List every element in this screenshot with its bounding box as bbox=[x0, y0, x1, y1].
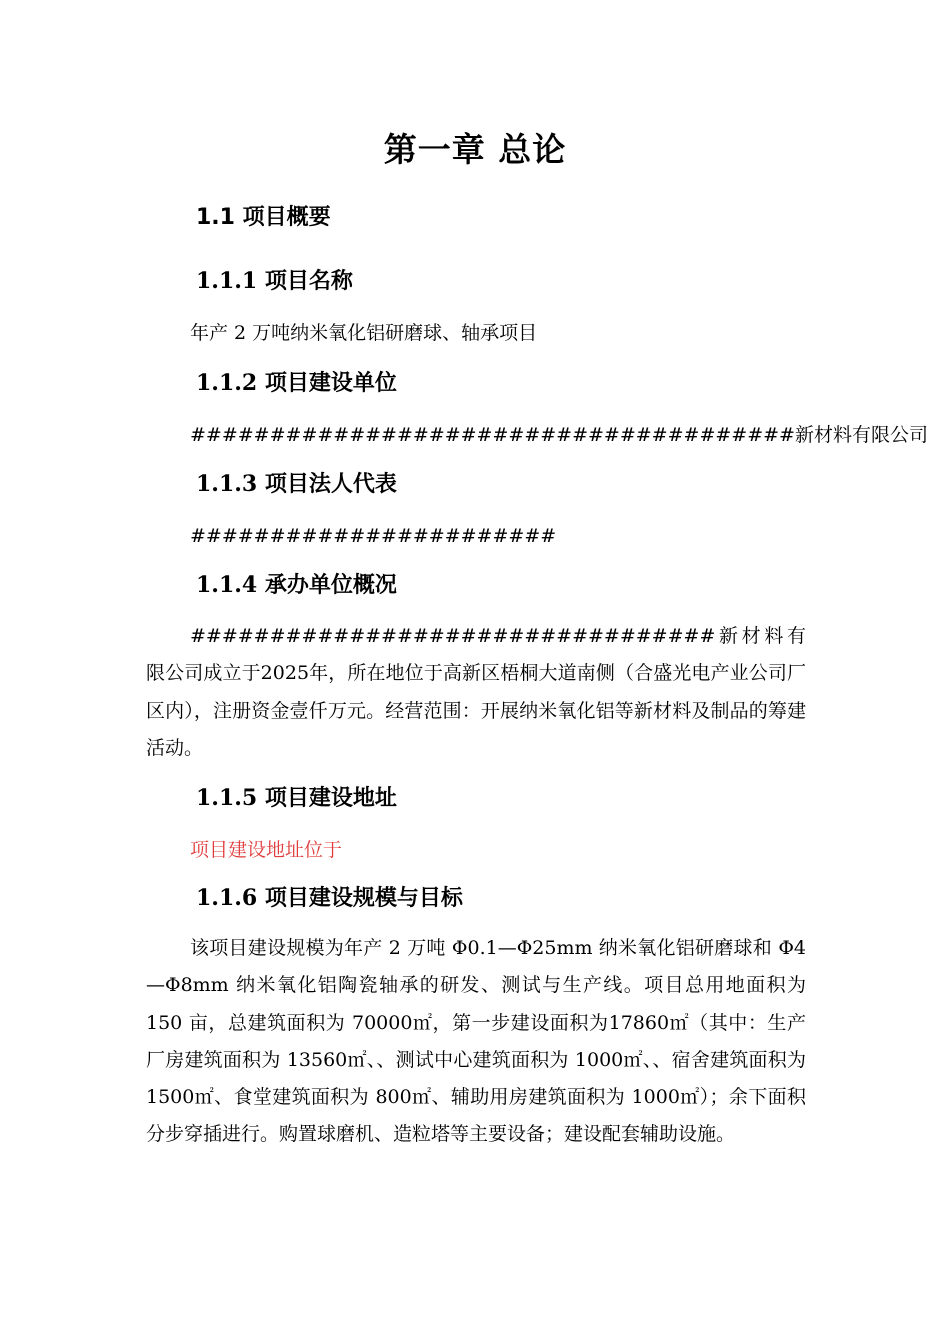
subsection-heading-scale: 1.1.6 项目建设规模与目标 bbox=[196, 885, 463, 911]
scale-paragraph: 该项目建设规模为年产 2 万吨 Φ0.1—Φ25mm 纳米氧化铝研磨球和 Φ4—Φ8mm 纳米氧化铝陶瓷轴承的研发、测试与生产线。项目总用地面积为 150 亩，总建筑面积为 70000㎡，第一步建设面积为17860㎡（其中：生产厂房建筑面积为 13560㎡、、测试中心建筑面积为 1000㎡、、宿舍建筑面积为 1500㎡、食堂建筑面积为 800㎡、辅助用房建筑面积为 1000㎡）；余下面积分步穿插进行。购置球磨机、造粒塔等主要设备；建设配套辅助设施。 bbox=[146, 937, 806, 1146]
subsection-heading-project-name: 1.1.1 项目名称 bbox=[196, 268, 353, 294]
chapter-title: 第一章 总论 bbox=[383, 130, 567, 169]
section-title: 1.1 项目概要 bbox=[196, 205, 331, 230]
subsection-heading-legal-rep: 1.1.3 项目法人代表 bbox=[196, 471, 397, 497]
subsection-heading-address: 1.1.5 项目建设地址 bbox=[196, 785, 397, 811]
subsection-heading-builder: 1.1.2 项目建设单位 bbox=[196, 370, 397, 396]
builder-text: ######################################新材料有限公司 bbox=[190, 424, 928, 446]
subsection-heading-organizer: 1.1.4 承办单位概况 bbox=[196, 572, 397, 598]
project-name-text: 年产 2 万吨纳米氧化铝研磨球、轴承项目 bbox=[190, 322, 538, 344]
organizer-paragraph: #################################新材料有限公司成立于2025年，所在地位于高新区梧桐大道南侧（合盛光电产业公司厂区内），注册资金壹仟万元。经营范围：开展纳米氧化铝等新材料及制品的筹建活动。 bbox=[146, 625, 806, 759]
address-text: 项目建设地址位于 bbox=[190, 839, 343, 861]
legal-rep-text: ####################### bbox=[190, 525, 557, 547]
